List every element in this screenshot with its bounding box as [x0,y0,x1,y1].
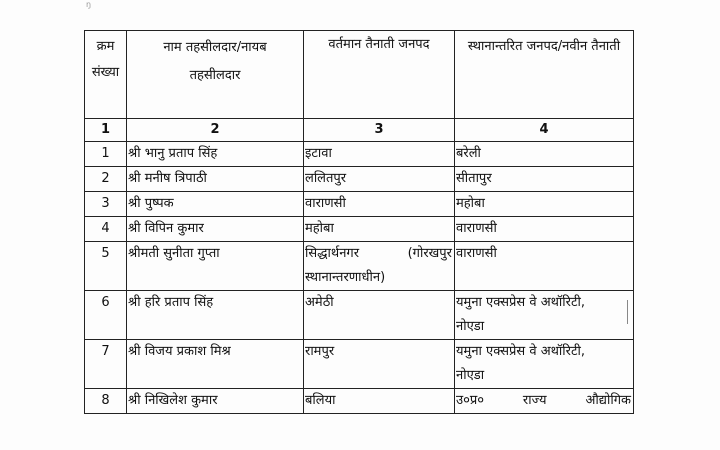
header-serial: क्रम संख्या [85,31,127,119]
name-cell: श्री विजय प्रकाश मिश्र [127,340,304,389]
table-row [85,142,634,167]
name-cell: श्री भानु प्रताप सिंह [127,142,304,167]
name-cell: श्रीमती सुनीता गुप्ता [127,242,304,291]
transfer-table [84,30,634,414]
transfer-cell [455,291,634,340]
header-name: नाम तहसीलदार/नायब तहसीलदार [127,31,304,119]
transfer-line-1: यमुना एक्सप्रेस वे अथॉरिटी, [456,344,586,359]
header-row [85,31,634,119]
serial-cell: 5 [85,242,127,291]
serial-cell: 4 [85,217,127,242]
current-cell: बलिया [304,389,455,414]
transfer-cell: महोबा [455,192,634,217]
current-part: सिद्धार्थनगर [305,246,360,261]
transfer-cell: वाराणसी [455,242,634,291]
name-cell: श्री मनीष त्रिपाठी [127,167,304,192]
transfer-part: राज्य [522,393,547,408]
top-mark: ŋ [86,0,92,9]
header-current-posting: वर्तमान तैनाती जनपद [304,31,455,119]
serial-cell: 6 [85,291,127,340]
name-cell: श्री पुष्पक [127,192,304,217]
column-number: 1 [85,119,127,142]
table-row [85,192,634,217]
transfer-part: औद्योगिक [585,393,631,408]
current-cell [304,242,455,291]
table-row [85,291,634,340]
current-cell: ललितपुर [304,167,455,192]
transfer-line-2: नोएडा [456,319,485,334]
right-edge-line [627,300,628,324]
name-cell: श्री विपिन कुमार [127,217,304,242]
transfer-line-1: यमुना एक्सप्रेस वे अथॉरिटी, [456,295,586,310]
current-line-1 [305,242,452,266]
serial-cell: 3 [85,192,127,217]
table-row [85,389,634,414]
transfer-cell: बरेली [455,142,634,167]
serial-cell: 1 [85,142,127,167]
table-row [85,340,634,389]
column-number-row [85,119,634,142]
name-cell: श्री हरि प्रताप सिंह [127,291,304,340]
serial-cell: 7 [85,340,127,389]
current-cell: अमेठी [304,291,455,340]
serial-cell: 8 [85,389,127,414]
current-cell: इटावा [304,142,455,167]
column-number: 2 [127,119,304,142]
current-cell: महोबा [304,217,455,242]
column-number: 4 [455,119,634,142]
column-number: 3 [304,119,455,142]
table-row [85,217,634,242]
serial-cell: 2 [85,167,127,192]
name-cell: श्री निखिलेश कुमार [127,389,304,414]
transfer-cell: वाराणसी [455,217,634,242]
current-line-2: स्थानान्तरणाधीन) [305,270,386,285]
transfer-cell [455,389,634,414]
current-cell: रामपुर [304,340,455,389]
table-row [85,167,634,192]
current-cell: वाराणसी [304,192,455,217]
table-row [85,242,634,291]
transfer-line-1 [456,389,631,413]
header-transfer-posting: स्थानान्तरित जनपद/नवीन तैनाती [455,31,634,119]
transfer-cell: सीतापुर [455,167,634,192]
transfer-cell [455,340,634,389]
transfer-line-2: नोएडा [456,368,485,383]
current-part: (गोरखपुर [407,246,452,261]
transfer-part: उ०प्र० [456,393,485,408]
